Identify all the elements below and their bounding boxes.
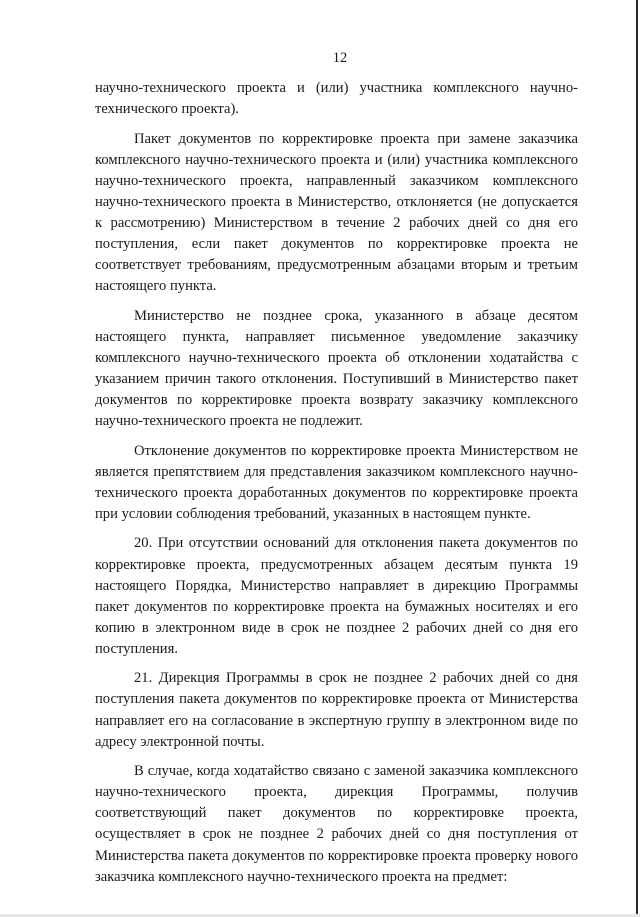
- paragraph-rejection-not-obstacle: Отклонение документов по корректировке проекта Министерством не является препятствием для представления заказчиком комплексного научно-технического проекта доработанных документов по корректировке проекта при условии соблюдения требований, указанных в настоящем пункте.: [95, 442, 578, 522]
- paragraph-package-rejection: Пакет документов по корректировке проекта при замене заказчика комплексного научно-технического проекта и (или) участника комплексного научно-технического проекта, направленный заказчиком комплексного научно-технического проекта в Министерство, отклоняется (не допускается к рассмотрению) Министерством в течение 2 рабочих дней со дня его поступления, если пакет документов по корректировке проекта не соответствует требованиям, предусмотренным абзацами вторым и третьим настоящего пункта.: [95, 130, 578, 295]
- paragraph-customer-replacement: В случае, когда ходатайство связано с заменой заказчика комплексного научно-технического проекта, дирекция Программы, получив соответствующий пакет документов по корректировке проекта, осуществляет в срок не позднее 2 рабочих дней со дня поступления от Министерства пакета документов по корректировке проекта проверку нового заказчика комплексного научно-технического проекта на предмет:: [95, 763, 578, 885]
- paragraph-item-21: 21. Дирекция Программы в срок не позднее 2 рабочих дней со дня поступления пакета документов по корректировке проекта от Министерства направляет его на согласование в экспертную группу в электронном виде по адресу электронной почты.: [95, 670, 578, 750]
- paragraph-continuation: научно-технического проекта и (или) участника комплексного научно-технического проекта).: [95, 80, 578, 118]
- page-number: 12: [332, 50, 348, 66]
- scan-edge-right: [636, 0, 638, 917]
- document-body: [95, 78, 578, 896]
- paragraph-ministry-notice: Министерство не позднее срока, указанного в абзаце десятом настоящего пункта, направляет письменное уведомление заказчику комплексного научно-технического проекта об отклонении ходатайства с указанием причин такого отклонения. Поступивший в Министерство пакет документов по корректировке проекта возврату заказчику комплексного научно-технического проекта не подлежит.: [95, 307, 578, 430]
- paragraph-item-20: 20. При отсутствии оснований для отклонения пакета документов по корректировке проекта, предусмотренных абзацем десятым пункта 19 настоящего Порядка, Министерство направляет в дирекцию Программы пакет документов по корректировке проекта на бумажных носителях и его копию в электронном виде в срок не позднее 2 рабочих дней со дня его поступления.: [95, 535, 578, 657]
